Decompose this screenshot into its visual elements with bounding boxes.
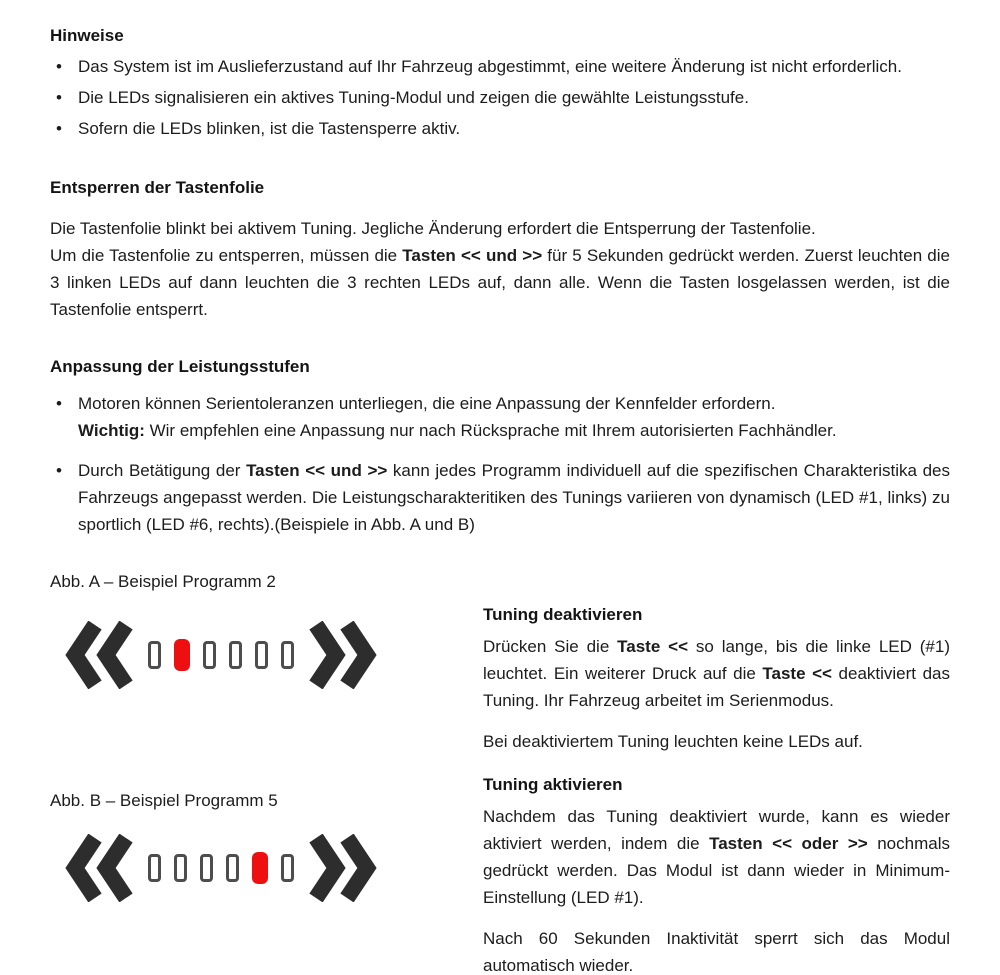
text-run-bold: Tasten << und >> [402,246,543,265]
led-off [203,641,216,669]
entsperren-heading: Entsperren der Tastenfolie [50,178,265,197]
bullet-text: Das System ist im Auslieferzustand auf Ihr Fahrzeug abgestimmt, eine weitere Änderung ist nicht erforderlich. [78,57,902,76]
bullet-text: Sofern die LEDs blinken, ist die Tastensperre aktiv. [78,119,461,138]
deaktivieren-note: Bei deaktiviertem Tuning leuchten keine LEDs auf. [483,732,863,751]
entsperren-paragraph [50,215,950,323]
list-item [50,457,950,538]
text-run: für 5 Sekunden gedrückt werden. Zuerst leuchten die 3 linken LEDs auf dann leuchten die 3 rechten LEDs auf, dann alle. Wenn die Tasten losgelassen werden, ist die Tastenfolie entsperrt. [50,246,950,319]
led-display-figure-a [62,621,483,689]
led-off [148,641,161,669]
hinweise-bullet-list [50,53,950,142]
anpassung-bullet-list [50,390,950,538]
figures-column [50,568,483,975]
text-run: Die Tastenfolie blinkt bei aktivem Tuning. Jegliche Änderung erfordert die Entsperrung der Tastenfolie. [50,219,816,238]
deaktivieren-heading: Tuning deaktivieren [483,605,643,624]
led-off [255,641,268,669]
section-hinweise [50,22,950,142]
text-run: Um die Tastenfolie zu entsperren, müssen die [50,246,403,265]
list-item [50,390,950,444]
led-off [226,854,239,882]
text-run-bold: Tasten << und >> [246,461,388,480]
led-strip [148,852,294,884]
bullet-marker: • [56,119,62,138]
led-display-figure-b [62,834,483,902]
bullet-marker: • [56,57,62,76]
led-off [281,854,294,882]
anpassung-heading: Anpassung der Leistungsstufen [50,357,310,376]
hinweise-heading: Hinweise [50,26,124,45]
led-strip [148,639,294,671]
led-off [281,641,294,669]
text-run: deaktiviert das Tuning. Ihr Fahrzeug arbeitet im Serienmodus. [483,664,950,710]
aktivieren-note: Nach 60 Sekunden Inaktivität sperrt sich das Modul automatisch wieder. [483,929,950,975]
bullet-text: Die LEDs signalisieren ein aktives Tuning-Modul und zeigen die gewählte Leistungsstufe. [78,88,749,107]
list-item [50,115,950,142]
led-on [174,639,190,671]
aktivieren-heading: Tuning aktivieren [483,775,623,794]
text-run: Drücken Sie die [483,637,618,656]
text-run-bold: Taste << [617,637,689,656]
led-off [200,854,213,882]
double-chevron-right-icon [306,621,380,689]
figures-and-instructions [50,568,950,975]
text-run: nochmals gedrückt werden. Das Modul ist dann wieder in Minimum-Einstellung (LED #1). [483,834,950,907]
led-on [252,852,268,884]
led-off [229,641,242,669]
text-run: Nachdem das Tuning deaktiviert wurde, kann es wieder aktiviert werden, indem die [483,807,950,853]
text-run: kann jedes Programm individuell auf die spezifischen Charakteristika des Fahrzeugs angepasst werden. Die Leistungscharakteritiken des Tunings variieren von dynamisch (LED #1, links) zu sportlich (LED #6, rechts).(Beispiele in Abb. A und B) [78,461,950,534]
text-run: Motoren können Serientoleranzen unterliegen, die eine Anpassung der Kennfelder erfordern. [78,394,776,413]
aktivieren-paragraph [483,803,950,911]
figure-b-caption: Abb. B – Beispiel Programm 5 [50,791,278,810]
bullet-marker: • [56,394,62,413]
text-run-bold: Tasten << oder >> [709,834,868,853]
bullet-marker: • [56,88,62,107]
section-entsperren [50,174,950,323]
list-item [50,53,950,80]
instructions-column [483,568,950,975]
section-anpassung [50,353,950,538]
text-run-bold: Taste << [762,664,832,683]
double-chevron-left-icon [62,834,136,902]
double-chevron-left-icon [62,621,136,689]
led-off [148,854,161,882]
bullet-marker: • [56,461,62,480]
text-run: so lange, bis die linke LED (#1) leuchtet. Ein weiterer Druck auf die [483,637,950,683]
deaktivieren-paragraph [483,633,950,714]
led-off [174,854,187,882]
list-item [50,84,950,111]
text-run: Durch Betätigung der [78,461,247,480]
figure-a-caption: Abb. A – Beispiel Programm 2 [50,572,276,591]
text-run: Wir empfehlen eine Anpassung nur nach Rücksprache mit Ihrem autorisierten Fachhändler. [144,421,837,440]
text-run-bold: Wichtig: [78,421,145,440]
double-chevron-right-icon [306,834,380,902]
